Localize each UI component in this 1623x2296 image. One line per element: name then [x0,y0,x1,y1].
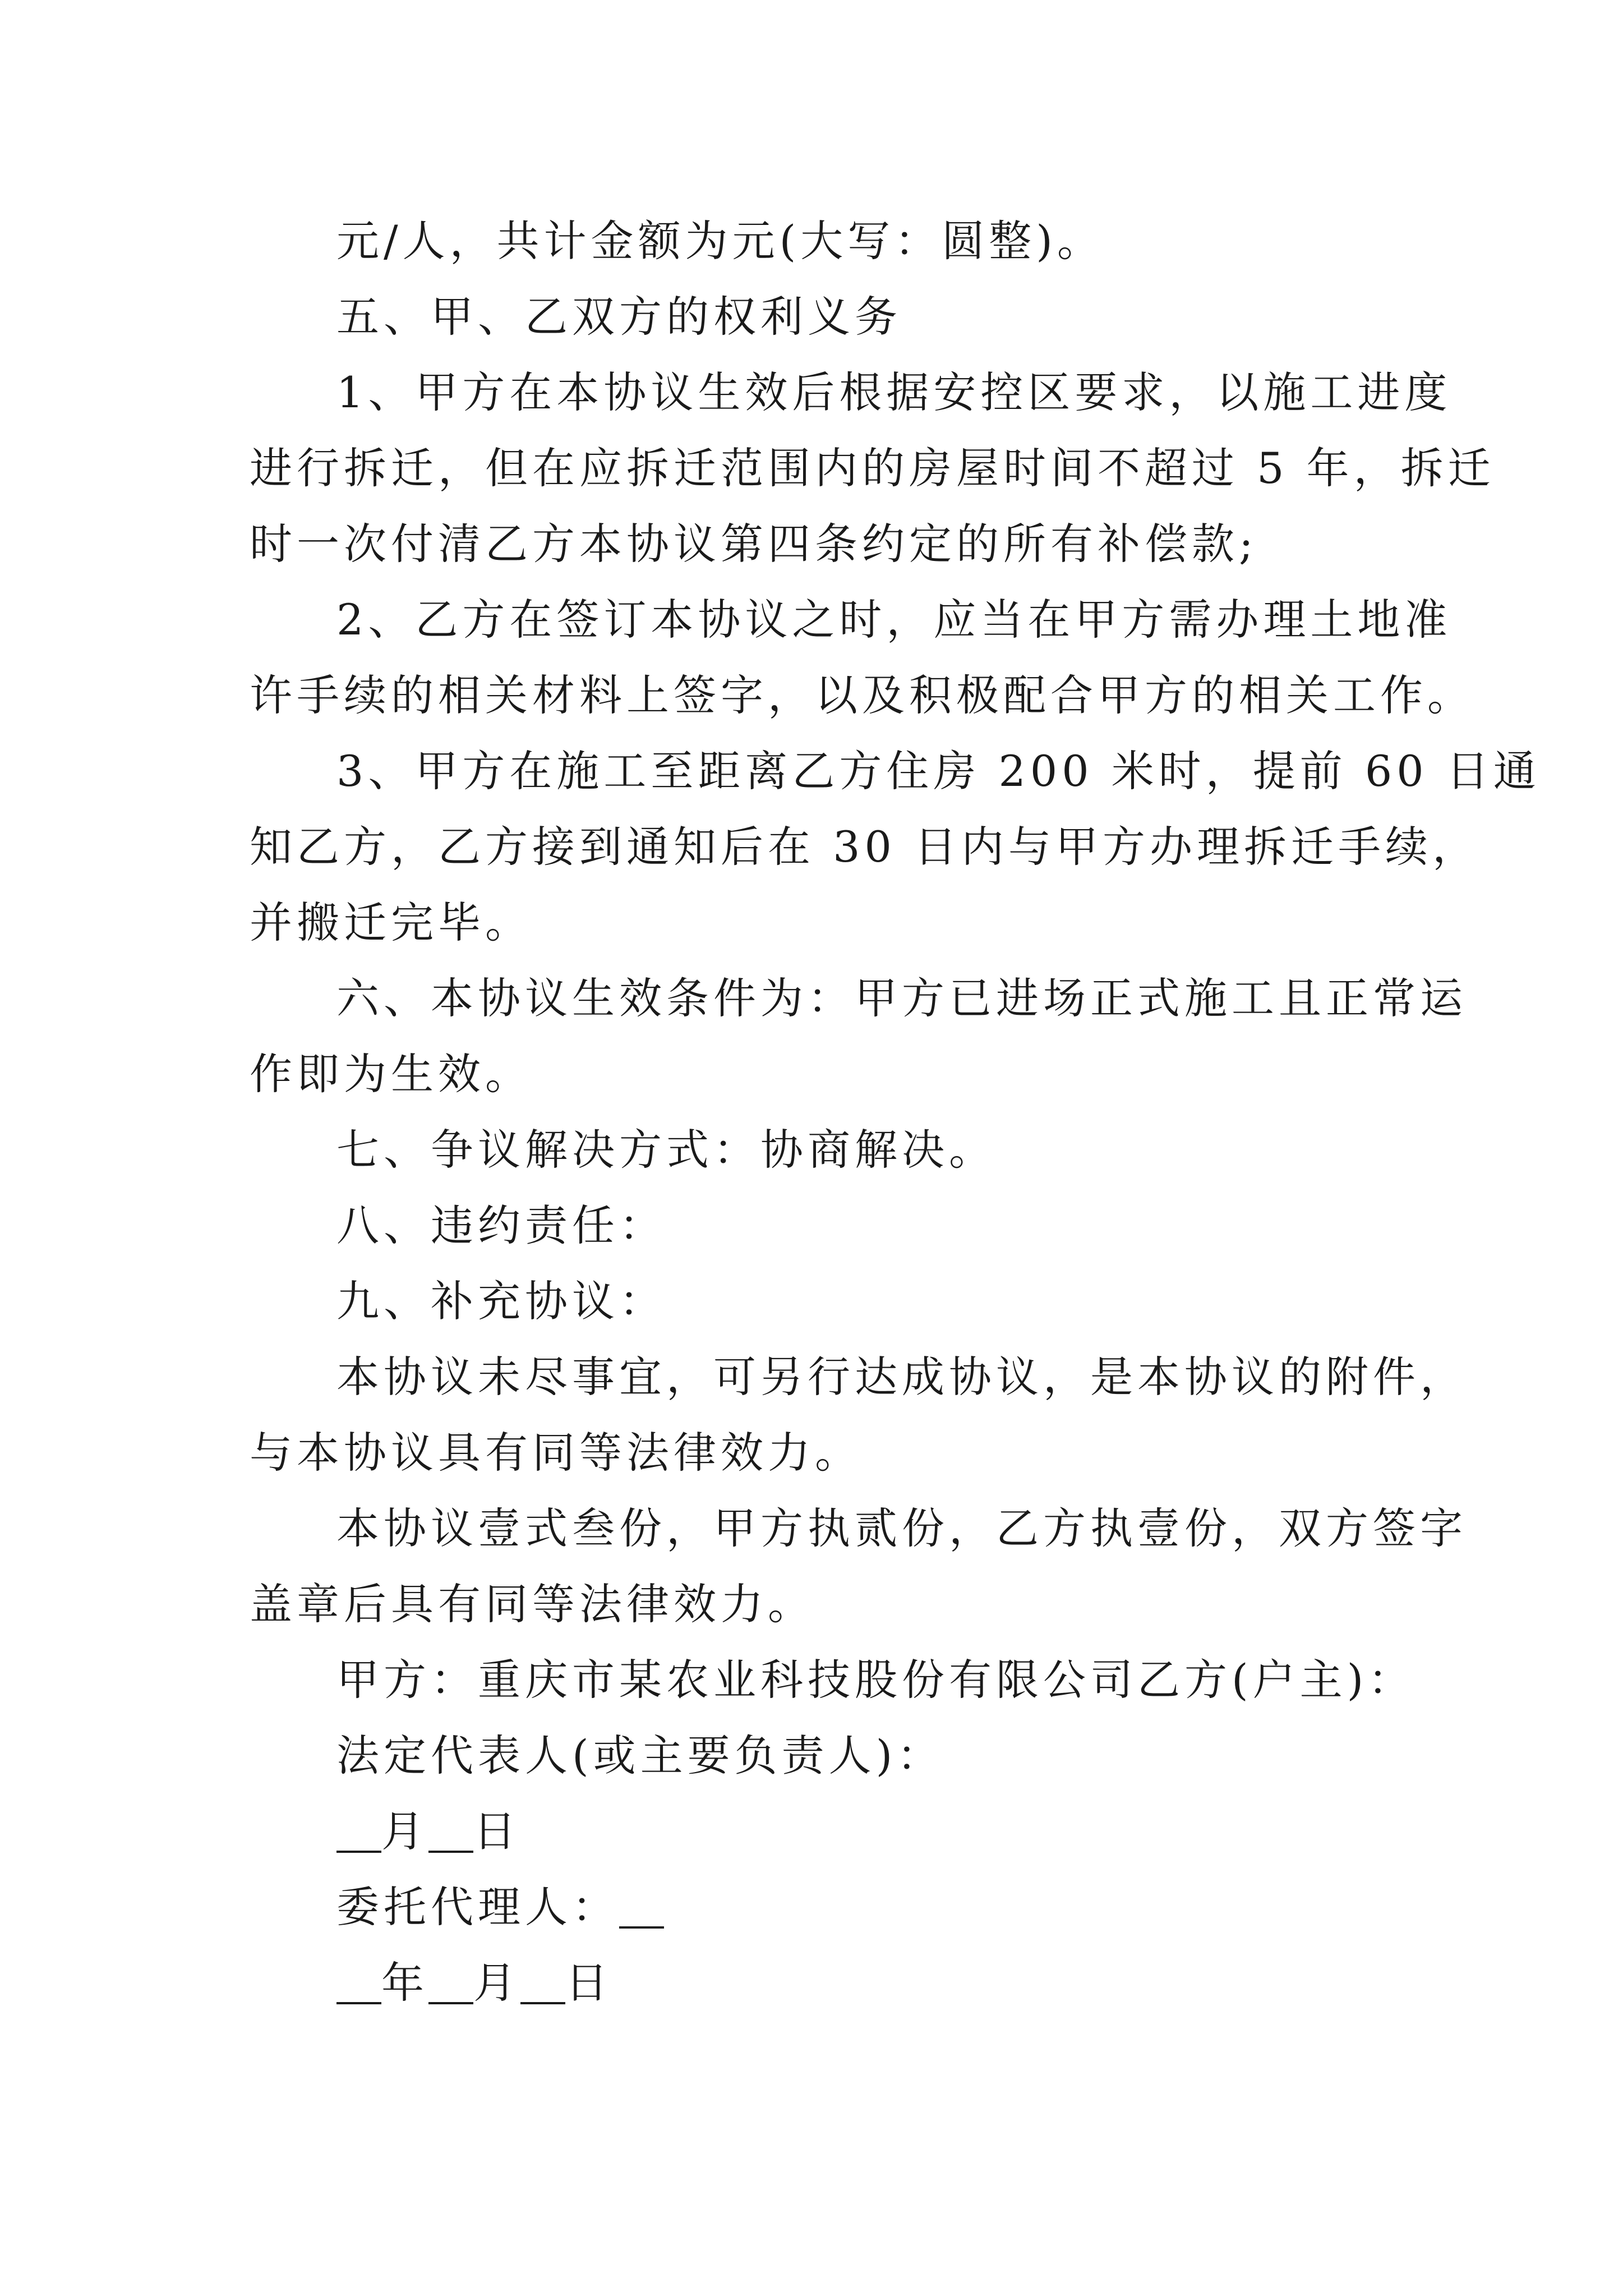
clause-1-line-2: 进行拆迁，但在应拆迁范围内的房屋时间不超过 5 年，拆迁 [250,443,1495,493]
supplement-line-2: 与本协议具有同等法律效力。 [250,1428,862,1478]
date-line-2 [336,1958,612,2008]
month-label: 月 [473,1958,520,2008]
agent-label: 委托代理人： [336,1882,619,1932]
party-a-line: 甲方：重庆市某农业科技股份有限公司乙方(户主)： [336,1655,1415,1705]
day-label: 日 [565,1958,612,2008]
blank-field [336,1963,381,2004]
legal-rep-line: 法定代表人(或主要负责人)： [336,1731,944,1780]
clause-2-line-1: 2、乙方在签订本协议之时，应当在甲方需办理土地准 [336,595,1452,645]
clause-1-line-3: 时一次付清乙方本协议第四条约定的所有补偿款; [250,519,1258,569]
month-label: 月 [381,1806,428,1856]
clause-3-line-1: 3、甲方在施工至距离乙方住房 200 米时，提前 60 日通 [336,746,1541,796]
blank-field [619,1887,664,1929]
section-five-heading: 五、甲、乙双方的权利义务 [336,292,902,342]
section-six-line-1: 六、本协议生效条件为：甲方已进场正式施工且正常运 [336,973,1467,1023]
blank-field [428,1963,473,2004]
day-label: 日 [473,1806,520,1856]
clause-1-line-1: 1、甲方在本协议生效后根据安控区要求，以施工进度 [336,367,1452,417]
blank-field [336,1811,381,1853]
year-label: 年 [381,1958,428,2008]
blank-field [520,1963,565,2004]
clause-2-line-2: 许手续的相关材料上签字，以及积极配合甲方的相关工作。 [250,670,1474,720]
blank-field [428,1811,473,1853]
section-six-line-2: 作即为生效。 [250,1049,532,1099]
supplement-line-1: 本协议未尽事宜，可另行达成协议，是本协议的附件， [336,1352,1467,1402]
agent-line [336,1882,664,1932]
clause-3-line-3: 并搬迁完毕。 [250,898,532,947]
section-nine: 九、补充协议： [336,1276,666,1326]
clause-3-line-2: 知乙方，乙方接到通知后在 30 日内与甲方办理拆迁手续， [250,822,1480,872]
copies-line-2: 盖章后具有同等法律效力。 [250,1579,815,1629]
section-eight: 八、违约责任： [336,1200,666,1250]
copies-line-1: 本协议壹式叁份，甲方执贰份，乙方执壹份，双方签字 [336,1503,1467,1553]
date-line-1 [336,1806,520,1856]
section-seven: 七、争议解决方式：协商解决。 [336,1125,996,1175]
payment-amount-line: 元/人，共计金额为元(大写：圆整)。 [336,216,1104,266]
